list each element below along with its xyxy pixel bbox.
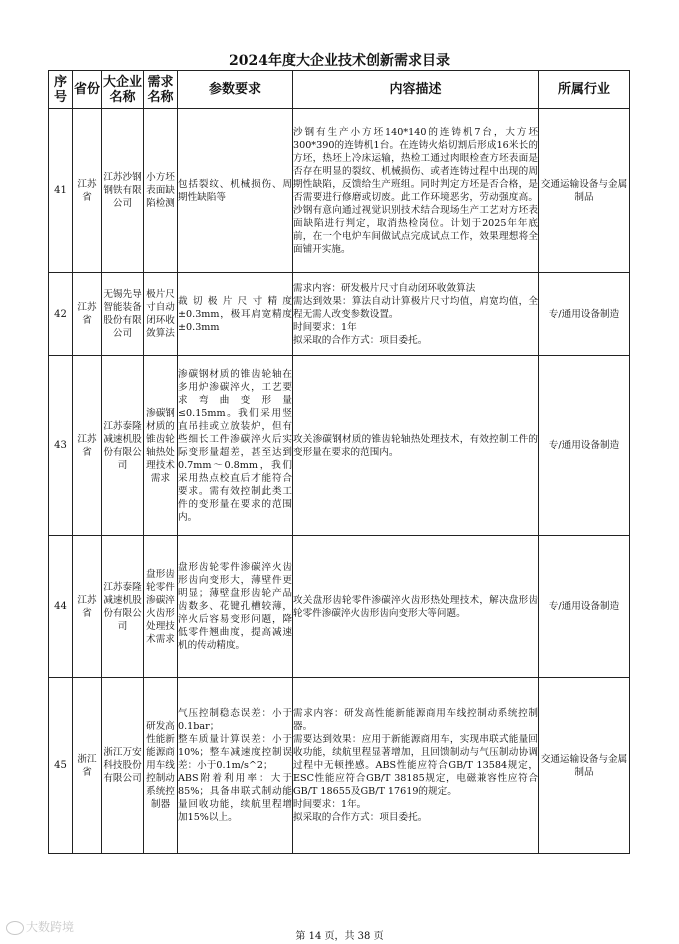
row-province: 江苏省 bbox=[73, 273, 102, 356]
header-demand: 需求名称 bbox=[144, 71, 178, 109]
table-row bbox=[49, 356, 630, 536]
row-content: 需求内容：研发高性能新能源商用车线控制动系统控制器。 需要达到效果：应用于新能源商用车，实现串联式能量回收功能，续航里程显著增加，且回馈制动与气压制动协调过程中无顿挫感。ABS性能应符合GB/T 13584规定，ESC性能应符合GB/T 38185规定，电磁兼容性应符合GB/T 18655及GB/T 17619的规定。 时间要求：1年。 拟采取的合作方式：项目委托。 bbox=[293, 678, 539, 854]
header-province: 省份 bbox=[73, 71, 102, 109]
row-content: 攻关渗碳钢材质的锥齿轮轴热处理技术，有效控制工件的变形量在要求的范围内。 bbox=[293, 356, 539, 536]
row-seq: 42 bbox=[49, 273, 73, 356]
table-row bbox=[49, 273, 630, 356]
table-row bbox=[49, 109, 630, 273]
row-company: 江苏泰隆减速机股份有限公司 bbox=[102, 536, 144, 678]
header-content: 内容描述 bbox=[293, 71, 539, 109]
row-province: 江苏省 bbox=[73, 536, 102, 678]
row-content: 需求内容：研发极片尺寸自动闭环收敛算法 需达到效果：算法自动计算极片尺寸均值，肩宽均值，全程无需人改变参数设置。 时间要求：1年 拟采取的合作方式：项目委托。 bbox=[293, 273, 539, 356]
row-company: 浙江万安科技股份有限公司 bbox=[102, 678, 144, 854]
row-province: 江苏省 bbox=[73, 356, 102, 536]
row-seq: 45 bbox=[49, 678, 73, 854]
row-industry: 交通运输设备与金属制品 bbox=[539, 109, 630, 273]
header-seq: 序号 bbox=[49, 71, 73, 109]
page-footer: 第 14 页，共 38 页 bbox=[295, 931, 384, 942]
page-title: 2024年度大企业技术创新需求目录 bbox=[229, 53, 450, 69]
table-header-row bbox=[49, 71, 630, 109]
row-company: 无锡先导智能装备股份有限公司 bbox=[102, 273, 144, 356]
row-content: 攻关盘形齿轮零件渗碳淬火齿形热处理技术，解决盘形齿轮零件渗碳淬火齿形齿向变形大等问题。 bbox=[293, 536, 539, 678]
row-params: 包括裂纹、机械损伤、周期性缺陷等 bbox=[178, 109, 293, 273]
row-demand: 研发高性能新能源商用车线控制动系统控制器 bbox=[144, 678, 178, 854]
row-seq: 43 bbox=[49, 356, 73, 536]
row-industry: 专/通用设备制造 bbox=[539, 536, 630, 678]
row-demand: 小方坯表面缺陷检测 bbox=[144, 109, 178, 273]
watermark-text: 大数跨境 bbox=[26, 920, 75, 934]
table-row bbox=[49, 536, 630, 678]
row-company: 江苏沙钢钢铁有限公司 bbox=[102, 109, 144, 273]
row-params: 渗碳钢材质的锥齿轮轴在多用炉渗碳淬火，工艺要求弯曲变形量≤0.15mm。我们采用竖直吊挂或立放装炉，但有些细长工件渗碳淬火后实际变形量超差，甚至达到0.7mm～0.8mm，我们采用热点校直后才能符合要求。需有效控制此类工件的变形量在要求的范围内。 bbox=[178, 356, 293, 536]
row-province: 江苏省 bbox=[73, 109, 102, 273]
row-content: 沙钢有生产小方坯140*140的连铸机7台，大方坯300*390的连铸机1台。在连铸火焰切割后形成16米长的方坯，热坯上冷床运输，热检工通过肉眼检查方坯表面是否存在明显的裂纹、机械损伤、或者连铸过程中出现的周期性缺陷，反馈给生产班组。同时判定方坯是否合格，是否需要进行修磨或切废。此工作环境恶劣，劳动强度高。沙钢有意向通过视觉识别技术结合现场生产工艺对方坯表面缺陷进行判定，取消热检岗位。计划于2025年年底前，在一个电炉车间做试点完成试点工作，效果理想将全面铺开实施。 bbox=[293, 109, 539, 273]
row-industry: 交通运输设备与金属制品 bbox=[539, 678, 630, 854]
row-params: 盘形齿轮零件渗碳淬火齿形齿向变形大，薄壁件更明显；薄壁盘形齿轮产品齿数多、花键孔槽较薄，淬火后容易变形问题，降低零件翘曲度，提高减速机的传动精度。 bbox=[178, 536, 293, 678]
row-params: 裁切极片尺寸精度±0.3mm，极耳肩宽精度±0.3mm bbox=[178, 273, 293, 356]
row-demand: 极片尺寸自动闭环收敛算法 bbox=[144, 273, 178, 356]
row-seq: 44 bbox=[49, 536, 73, 678]
row-industry: 专/通用设备制造 bbox=[539, 356, 630, 536]
header-company: 大企业名称 bbox=[102, 71, 144, 109]
table-row bbox=[49, 678, 630, 854]
row-seq: 41 bbox=[49, 109, 73, 273]
demand-table bbox=[48, 70, 630, 854]
row-params: 气压控制稳态误差：小于0.1bar； 整车质量计算误差：小于10%；整车减速度控制误差：小于0.1m/s^2； ABS附着利用率：大于85%；具备串联式制动能量回收功能，续航里程增加15%以上。 bbox=[178, 678, 293, 854]
row-demand: 盘形齿轮零件渗碳淬火齿形处理技术需求 bbox=[144, 536, 178, 678]
row-province: 浙江省 bbox=[73, 678, 102, 854]
row-company: 江苏泰隆减速机股份有限公司 bbox=[102, 356, 144, 536]
row-industry: 专/通用设备制造 bbox=[539, 273, 630, 356]
header-params: 参数要求 bbox=[178, 71, 293, 109]
header-industry: 所属行业 bbox=[539, 71, 630, 109]
row-demand: 渗碳钢材质的锥齿轮轴热处理技术需求 bbox=[144, 356, 178, 536]
